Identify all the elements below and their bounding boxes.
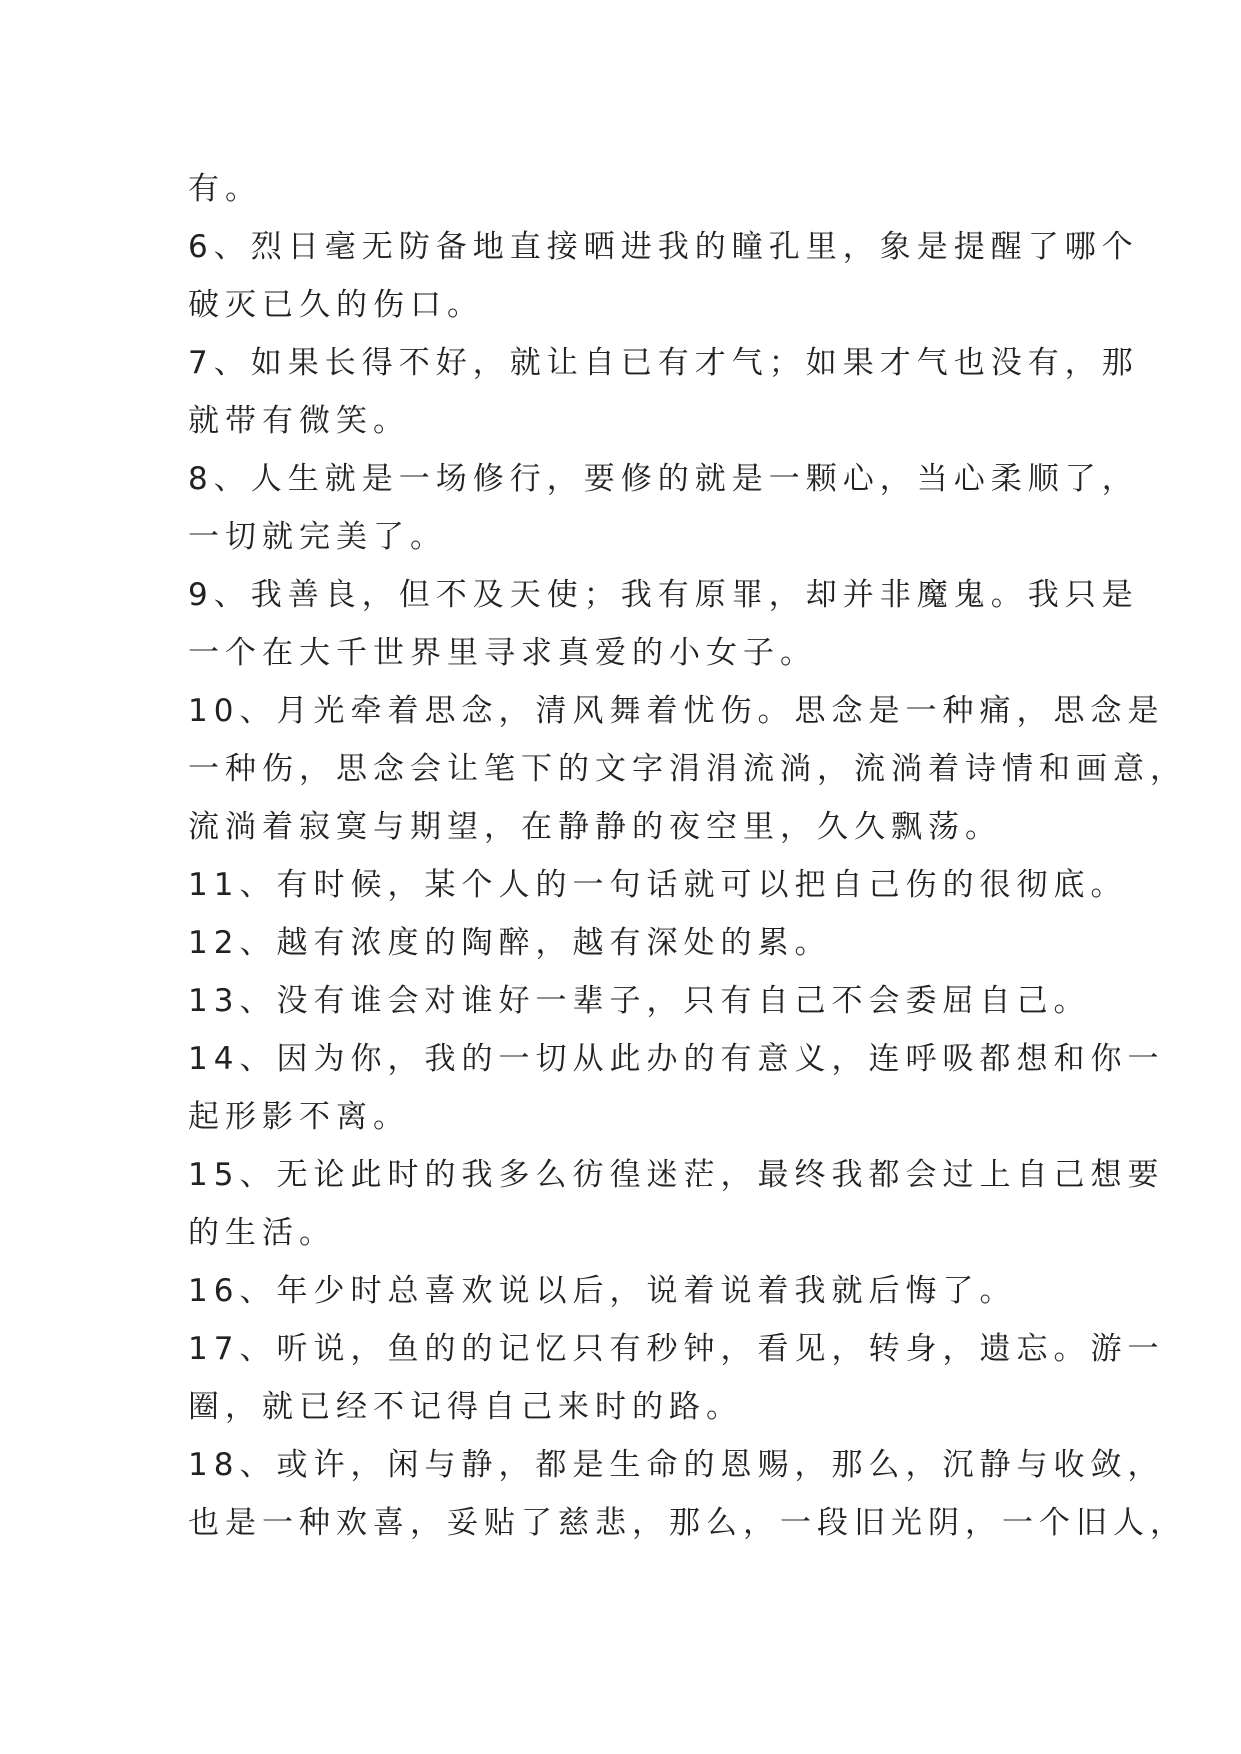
text-line: 就带有微笑。 [188, 403, 410, 439]
text-line: 18、或许，闲与静，都是生命的恩赐，那么，沉静与收敛， [188, 1447, 1165, 1483]
document-body [188, 160, 1187, 1552]
text-line: 12、越有浓度的陶醉，越有深处的累。 [188, 925, 832, 961]
text-line: 一切就完美了。 [188, 519, 447, 555]
text-line: 起形影不离。 [188, 1099, 410, 1135]
text-line: 11、有时候，某个人的一句话就可以把自己伤的很彻底。 [188, 867, 1128, 903]
text-line: 9、我善良，但不及天使；我有原罪，却并非魔鬼。我只是 [188, 577, 1139, 613]
text-line: 7、如果长得不好，就让自已有才气；如果才气也没有，那 [188, 345, 1139, 381]
text-line: 17、听说，鱼的的记忆只有秒钟，看见，转身，遗忘。游一 [188, 1331, 1165, 1367]
text-line: 8、人生就是一场修行，要修的就是一颗心，当心柔顺了， [188, 461, 1139, 497]
text-line: 也是一种欢喜，妥贴了慈悲，那么，一段旧光阴，一个旧人， [188, 1505, 1187, 1541]
text-line: 15、无论此时的我多么彷徨迷茫，最终我都会过上自己想要 [188, 1157, 1165, 1193]
text-line: 的生活。 [188, 1215, 336, 1251]
text-line: 有。 [188, 171, 262, 207]
text-line: 14、因为你，我的一切从此办的有意义，连呼吸都想和你一 [188, 1041, 1165, 1077]
text-line: 一个在大千世界里寻求真爱的小女子。 [188, 635, 817, 671]
text-line: 13、没有谁会对谁好一辈子，只有自己不会委屈自己。 [188, 983, 1091, 1019]
text-line: 16、年少时总喜欢说以后，说着说着我就后悔了。 [188, 1273, 1017, 1309]
text-line: 破灭已久的伤口。 [188, 287, 484, 323]
text-line: 6、烈日毫无防备地直接晒进我的瞳孔里，象是提醒了哪个 [188, 229, 1139, 265]
text-line: 圈，就已经不记得自己来时的路。 [188, 1389, 743, 1425]
text-line: 10、月光牵着思念，清风舞着忧伤。思念是一种痛，思念是 [188, 693, 1165, 729]
text-line: 流淌着寂寞与期望，在静静的夜空里，久久飘荡。 [188, 809, 1002, 845]
text-line: 一种伤，思念会让笔下的文字涓涓流淌，流淌着诗情和画意， [188, 751, 1187, 787]
